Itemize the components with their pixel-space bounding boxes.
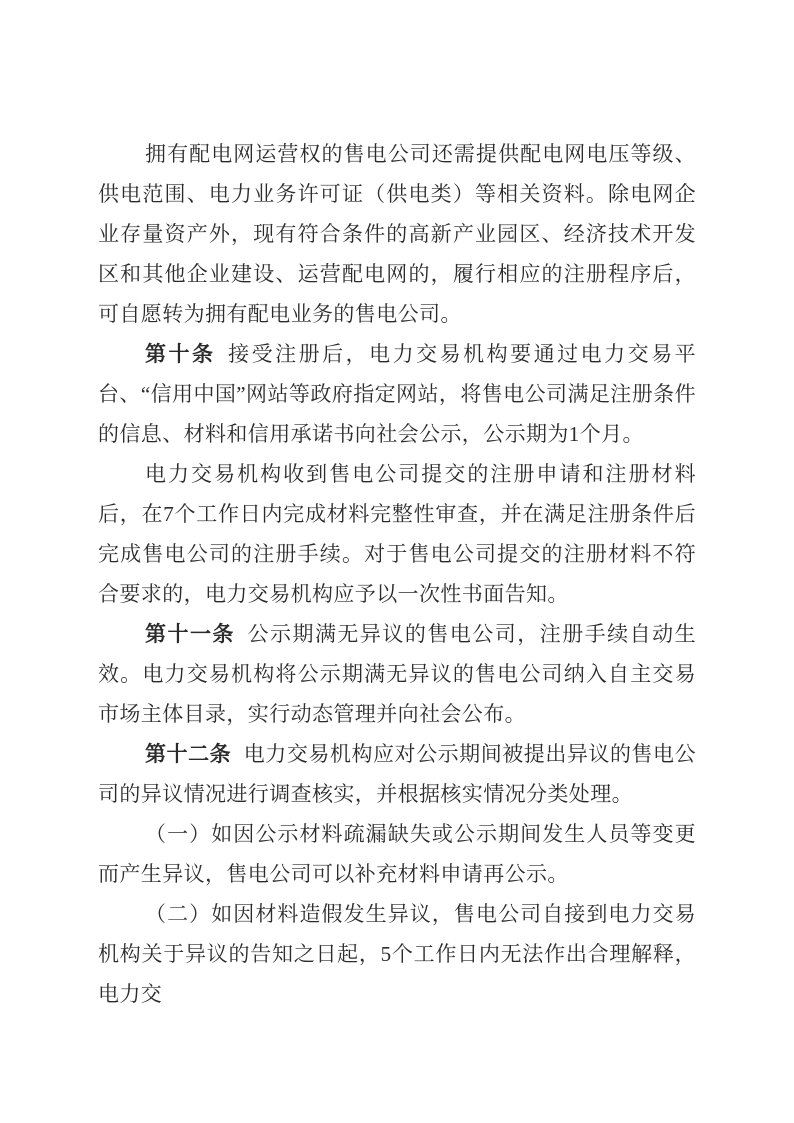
paragraph-article-11 — [98, 614, 696, 734]
article-number: 第十条 — [145, 342, 216, 366]
paragraph — [98, 454, 696, 614]
paragraph-item-1 — [98, 814, 696, 894]
article-number: 第十二条 — [145, 742, 232, 766]
paragraph-article-10 — [98, 334, 696, 454]
paragraph-item-2 — [98, 894, 696, 1014]
paragraph-text: （二）如因材料造假发生异议，售电公司自接到电力交易机构关于异议的告知之日起，5个工作日内无法作出合理解释，电力交 — [98, 902, 696, 1006]
paragraph-text: 拥有配电网运营权的售电公司还需提供配电网电压等级、供电范围、电力业务许可证（供电类）等相关资料。除电网企业存量资产外，现有符合条件的高新产业园区、经济技术开发区和其他企业建设、运营配电网的，履行相应的注册程序后，可自愿转为拥有配电业务的售电公司。 — [98, 142, 696, 326]
document-body — [98, 134, 696, 1014]
paragraph — [98, 134, 696, 334]
paragraph-text: 电力交易机构应对公示期间被提出异议的售电公司的异议情况进行调查核实，并根据核实情况分类处理。 — [98, 742, 696, 806]
paragraph-text: 公示期满无异议的售电公司，注册手续自动生效。电力交易机构将公示期满无异议的售电公司纳入自主交易市场主体目录，实行动态管理并向社会公布。 — [98, 622, 696, 726]
paragraph-article-12 — [98, 734, 696, 814]
paragraph-text: 接受注册后，电力交易机构要通过电力交易平台、“信用中国”网站等政府指定网站，将售电公司满足注册条件的信息、材料和信用承诺书向社会公示，公示期为1个月。 — [98, 342, 697, 446]
paragraph-text: 电力交易机构收到售电公司提交的注册申请和注册材料后，在7个工作日内完成材料完整性审查，并在满足注册条件后完成售电公司的注册手续。对于售电公司提交的注册材料不符合要求的，电力交易机构应予以一次性书面告知。 — [98, 462, 696, 606]
paragraph-text: （一）如因公示材料疏漏缺失或公示期间发生人员等变更而产生异议，售电公司可以补充材料申请再公示。 — [98, 822, 696, 886]
article-number: 第十一条 — [145, 622, 235, 646]
